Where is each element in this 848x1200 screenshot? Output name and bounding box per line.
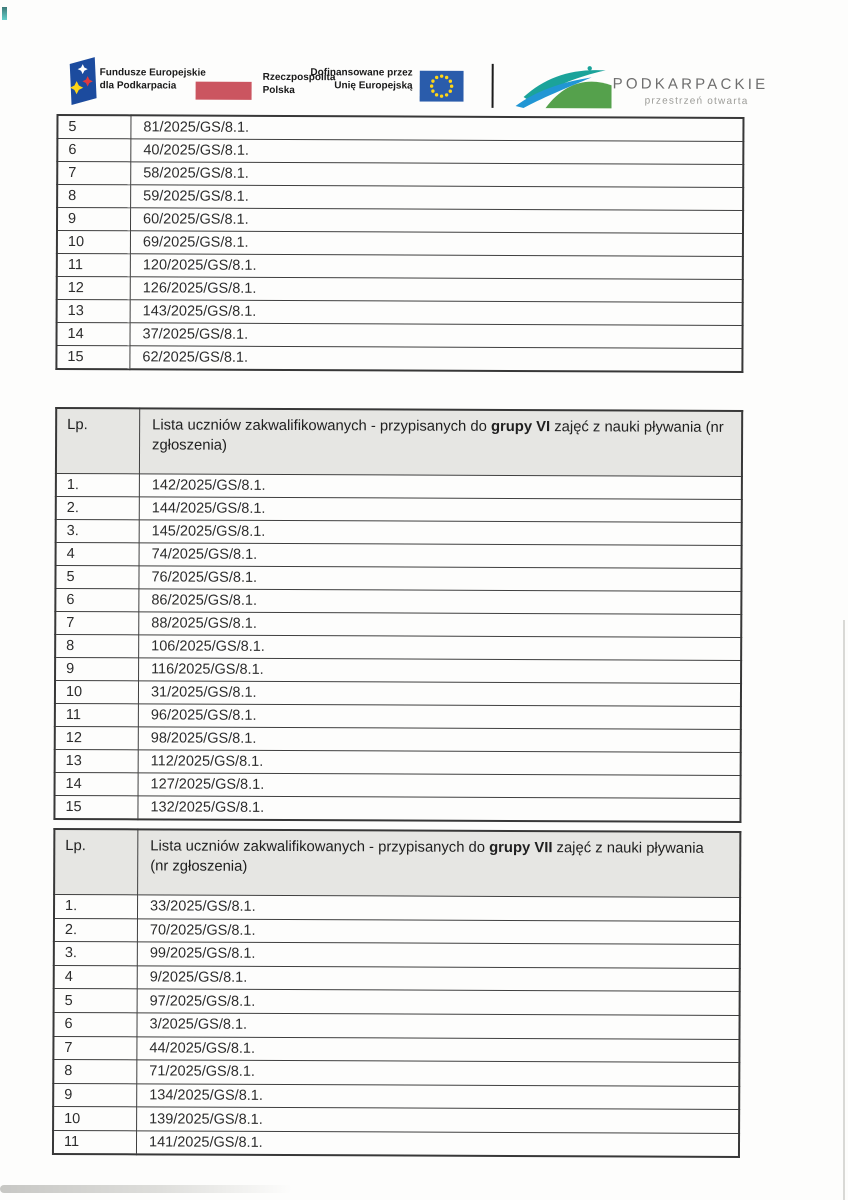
application-number-cell: 120/2025/GS/8.1.	[130, 254, 743, 280]
table-group-v-continuation	[55, 114, 744, 373]
application-number-cell: 88/2025/GS/8.1.	[139, 612, 742, 638]
application-number-cell: 142/2025/GS/8.1.	[139, 474, 742, 500]
application-number-cell: 126/2025/GS/8.1.	[130, 277, 743, 303]
eu-funding-line2: Unię Europejską	[334, 79, 413, 92]
application-number-cell: 139/2025/GS/8.1.	[137, 1107, 740, 1133]
row-number-cell: 10	[53, 1107, 137, 1131]
application-number-cell: 116/2025/GS/8.1.	[139, 658, 742, 684]
row-number-cell: 11	[53, 1130, 137, 1154]
application-number-cell: 106/2025/GS/8.1.	[139, 635, 742, 661]
row-number-cell: 13	[55, 749, 139, 772]
table-row	[54, 989, 740, 1016]
row-number-cell: 8	[55, 634, 139, 657]
eu-flag-icon	[420, 71, 464, 102]
eu-funding-line1: Dofinansowane przez	[310, 67, 413, 79]
header-text-suffix: zajęć z nauki pływania (nr zgłoszenia)	[150, 840, 704, 875]
table-row	[55, 634, 741, 660]
table-header-row	[56, 408, 742, 476]
row-number-cell: 9	[55, 657, 139, 680]
table-row	[54, 918, 740, 945]
row-number-cell: 5	[55, 565, 139, 588]
application-number-cell: 144/2025/GS/8.1.	[139, 497, 742, 523]
table-row	[56, 496, 742, 522]
podkarpackie-subtitle: przestrzeń otwarta	[644, 95, 749, 108]
table-row	[55, 657, 741, 683]
application-number-cell: 112/2025/GS/8.1.	[138, 750, 741, 776]
table-row	[54, 965, 740, 992]
application-number-cell: 60/2025/GS/8.1.	[130, 208, 743, 234]
application-number-cell: 134/2025/GS/8.1.	[137, 1084, 740, 1110]
row-number-cell: 10	[57, 230, 131, 253]
poland-line1: Rzeczpospolita	[262, 71, 336, 84]
row-number-cell: 7	[57, 161, 131, 184]
row-number-cell: 9	[53, 1083, 137, 1107]
application-number-cell: 70/2025/GS/8.1.	[137, 918, 740, 944]
table-row	[57, 299, 743, 325]
header-text-group: grupy VII	[489, 839, 553, 857]
table-row	[55, 588, 741, 614]
table-row	[57, 253, 743, 279]
table-row	[55, 703, 741, 729]
row-number-cell: 13	[57, 299, 131, 322]
table-row	[53, 1012, 739, 1039]
row-number-cell: 8	[57, 184, 131, 207]
application-number-cell: 145/2025/GS/8.1.	[139, 520, 742, 546]
row-number-cell: 2.	[56, 496, 140, 519]
application-number-cell: 98/2025/GS/8.1.	[138, 727, 741, 753]
table-row	[56, 345, 742, 371]
row-number-cell: 1.	[54, 894, 138, 918]
column-header-lp: Lp.	[54, 829, 138, 895]
application-number-cell: 86/2025/GS/8.1.	[139, 589, 742, 615]
row-number-cell: 10	[55, 680, 139, 703]
application-number-cell: 81/2025/GS/8.1.	[131, 115, 744, 141]
row-number-cell: 6	[57, 138, 131, 161]
table-header-row	[54, 829, 740, 897]
column-header-lp: Lp.	[56, 408, 140, 474]
table-row	[57, 230, 743, 256]
table-row	[55, 565, 741, 591]
application-number-cell: 69/2025/GS/8.1.	[130, 231, 743, 257]
table-row	[55, 680, 741, 706]
application-number-cell: 96/2025/GS/8.1.	[138, 704, 741, 730]
table-row	[57, 115, 743, 141]
row-number-cell: 6	[55, 588, 139, 611]
application-number-cell: 141/2025/GS/8.1.	[136, 1131, 739, 1158]
application-number-cell: 44/2025/GS/8.1.	[137, 1036, 740, 1062]
application-number-cell: 62/2025/GS/8.1.	[130, 346, 743, 372]
row-number-cell: 9	[57, 207, 131, 230]
row-number-cell: 11	[55, 703, 139, 726]
poland-line2: Polska	[262, 84, 295, 96]
row-number-cell: 7	[53, 1036, 137, 1060]
table-row	[54, 942, 740, 969]
table-row	[55, 772, 741, 798]
table-row	[57, 138, 743, 164]
funding-logos-header	[0, 0, 848, 118]
application-number-cell: 76/2025/GS/8.1.	[139, 566, 742, 592]
row-number-cell: 14	[56, 322, 130, 345]
row-number-cell: 7	[55, 611, 139, 634]
table-row	[56, 322, 742, 348]
row-number-cell: 5	[57, 115, 131, 139]
application-number-cell: 143/2025/GS/8.1.	[130, 300, 743, 326]
row-number-cell: 5	[54, 989, 138, 1013]
header-text-suffix: zajęć z nauki pływania (nr zgłoszenia)	[152, 419, 724, 454]
row-number-cell: 3.	[56, 519, 140, 542]
application-number-cell: 31/2025/GS/8.1.	[138, 681, 741, 707]
row-number-cell: 8	[53, 1060, 137, 1084]
table-row	[57, 184, 743, 210]
row-number-cell: 12	[55, 726, 139, 749]
table-row	[55, 749, 741, 775]
application-number-cell: 9/2025/GS/8.1.	[137, 966, 740, 992]
row-number-cell: 3.	[54, 942, 138, 966]
european-funds-line1: Fundusze Europejskie	[99, 67, 206, 79]
table-row	[54, 894, 740, 921]
table-row	[54, 795, 740, 821]
table-row	[53, 1060, 739, 1087]
row-number-cell: 6	[53, 1012, 137, 1036]
eu-funding-label	[305, 67, 413, 92]
application-number-cell: 127/2025/GS/8.1.	[138, 773, 741, 799]
table-row	[55, 726, 741, 752]
application-number-cell: 71/2025/GS/8.1.	[137, 1060, 740, 1086]
poland-flag-icon	[196, 82, 252, 100]
application-number-cell: 99/2025/GS/8.1.	[137, 942, 740, 968]
application-number-cell: 58/2025/GS/8.1.	[131, 162, 744, 188]
european-funds-label	[100, 67, 206, 92]
table-row	[53, 1130, 739, 1157]
table-group-vii	[52, 828, 741, 1158]
podkarpackie-wave-icon	[516, 61, 612, 113]
header-text-group: grupy VI	[490, 418, 551, 436]
european-funds-flag-icon	[66, 56, 100, 108]
column-header-list-title	[138, 829, 741, 897]
table-row	[53, 1036, 739, 1063]
logo-separator	[492, 64, 494, 108]
row-number-cell: 12	[57, 276, 131, 299]
header-text-prefix: Lista uczniów zakwalifikowanych - przypisanych do	[150, 838, 490, 856]
podkarpackie-title: PODKARPACKIE	[612, 75, 769, 94]
row-number-cell: 11	[57, 253, 131, 276]
row-number-cell: 4	[56, 542, 140, 565]
table-group-vi	[53, 407, 743, 823]
application-number-cell: 40/2025/GS/8.1.	[131, 139, 744, 165]
table-row	[57, 276, 743, 302]
row-number-cell: 4	[54, 965, 138, 989]
row-number-cell: 15	[54, 795, 138, 819]
application-number-cell: 3/2025/GS/8.1.	[137, 1013, 740, 1039]
table-row	[53, 1083, 739, 1110]
row-number-cell: 2.	[54, 918, 138, 942]
application-number-cell: 132/2025/GS/8.1.	[138, 796, 741, 822]
table-row	[57, 161, 743, 187]
table-row	[56, 519, 742, 545]
table-row	[56, 542, 742, 568]
european-funds-line2: dla Podkarpacia	[99, 79, 177, 92]
row-number-cell: 14	[55, 772, 139, 795]
table-row	[53, 1107, 739, 1134]
table-row	[56, 473, 742, 499]
row-number-cell: 1.	[56, 473, 140, 496]
application-number-cell: 74/2025/GS/8.1.	[139, 543, 742, 569]
application-number-cell: 59/2025/GS/8.1.	[131, 185, 744, 211]
row-number-cell: 15	[56, 345, 130, 369]
application-number-cell: 37/2025/GS/8.1.	[130, 323, 743, 349]
application-number-cell: 33/2025/GS/8.1.	[137, 895, 740, 921]
column-header-list-title	[139, 408, 742, 476]
table-row	[55, 611, 741, 637]
application-number-cell: 97/2025/GS/8.1.	[137, 989, 740, 1015]
header-text-prefix: Lista uczniów zakwalifikowanych - przypisanych do	[152, 417, 492, 435]
table-row	[57, 207, 743, 233]
